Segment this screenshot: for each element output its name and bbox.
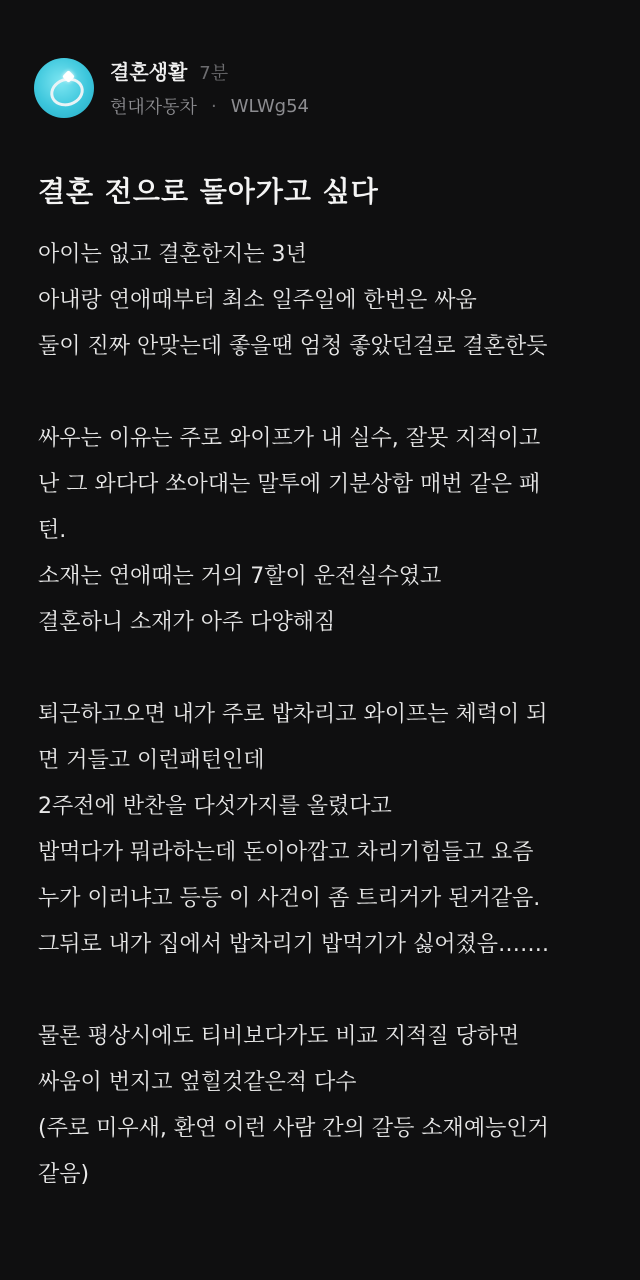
paragraph-gap	[38, 370, 608, 416]
body-line: 난 그 와다다 쏘아대는 말투에 기분상함 매번 같은 패	[38, 472, 541, 497]
body-line: 물론 평상시에도 티비보다가도 비교 지적질 당하면	[38, 1024, 520, 1049]
board-name[interactable]: 결혼생활	[110, 60, 188, 84]
post-body	[38, 232, 608, 1198]
body-line: 아내랑 연애때부터 최소 일주일에 한번은 싸움	[38, 288, 477, 313]
post-time: 7분	[199, 63, 229, 84]
body-line: 밥먹다가 뭐라하는데 돈이아깝고 차리기힘들고 요즘	[38, 840, 534, 865]
paragraph-gap	[38, 646, 608, 692]
paragraph-gap	[38, 968, 608, 1014]
body-line: 같음)	[38, 1162, 90, 1187]
body-line: (주로 미우새, 환연 이런 사람 간의 갈등 소재예능인거	[38, 1116, 549, 1141]
company-name[interactable]: 현대자동차	[110, 97, 197, 118]
meta-bottom	[110, 93, 309, 119]
body-line: 퇴근하고오면 내가 주로 밥차리고 와이프는 체력이 되	[38, 702, 548, 727]
body-line: 누가 이러냐고 등등 이 사건이 좀 트리거가 된거같음.	[38, 886, 541, 911]
post-header	[34, 56, 309, 119]
body-line: 결혼하니 소재가 아주 다양해짐	[38, 610, 336, 635]
avatar[interactable]	[34, 58, 94, 118]
meta-top	[110, 56, 309, 85]
body-line: 그뒤로 내가 집에서 밥차리기 밥먹기가 싫어졌음…….	[38, 932, 550, 957]
post-meta	[110, 56, 309, 119]
body-line: 둘이 진짜 안맞는데 좋을땐 엄청 좋았던걸로 결혼한듯	[38, 334, 548, 359]
body-line: 면 거들고 이런패턴인데	[38, 748, 265, 773]
body-line: 싸우는 이유는 주로 와이프가 내 실수, 잘못 지적이고	[38, 426, 541, 451]
meta-separator: ·	[210, 95, 217, 117]
body-line: 아이는 없고 결혼한지는 3년	[38, 242, 307, 267]
body-line: 턴.	[38, 518, 67, 543]
body-line: 소재는 연애때는 거의 7할이 운전실수였고	[38, 564, 442, 589]
body-line: 2주전에 반찬을 다섯가지를 올렸다고	[38, 794, 392, 819]
user-id[interactable]: WLWg54	[230, 95, 309, 117]
post-title: 결혼 전으로 돌아가고 싶다	[38, 175, 379, 208]
body-line: 싸움이 번지고 엎힐것같은적 다수	[38, 1070, 357, 1095]
